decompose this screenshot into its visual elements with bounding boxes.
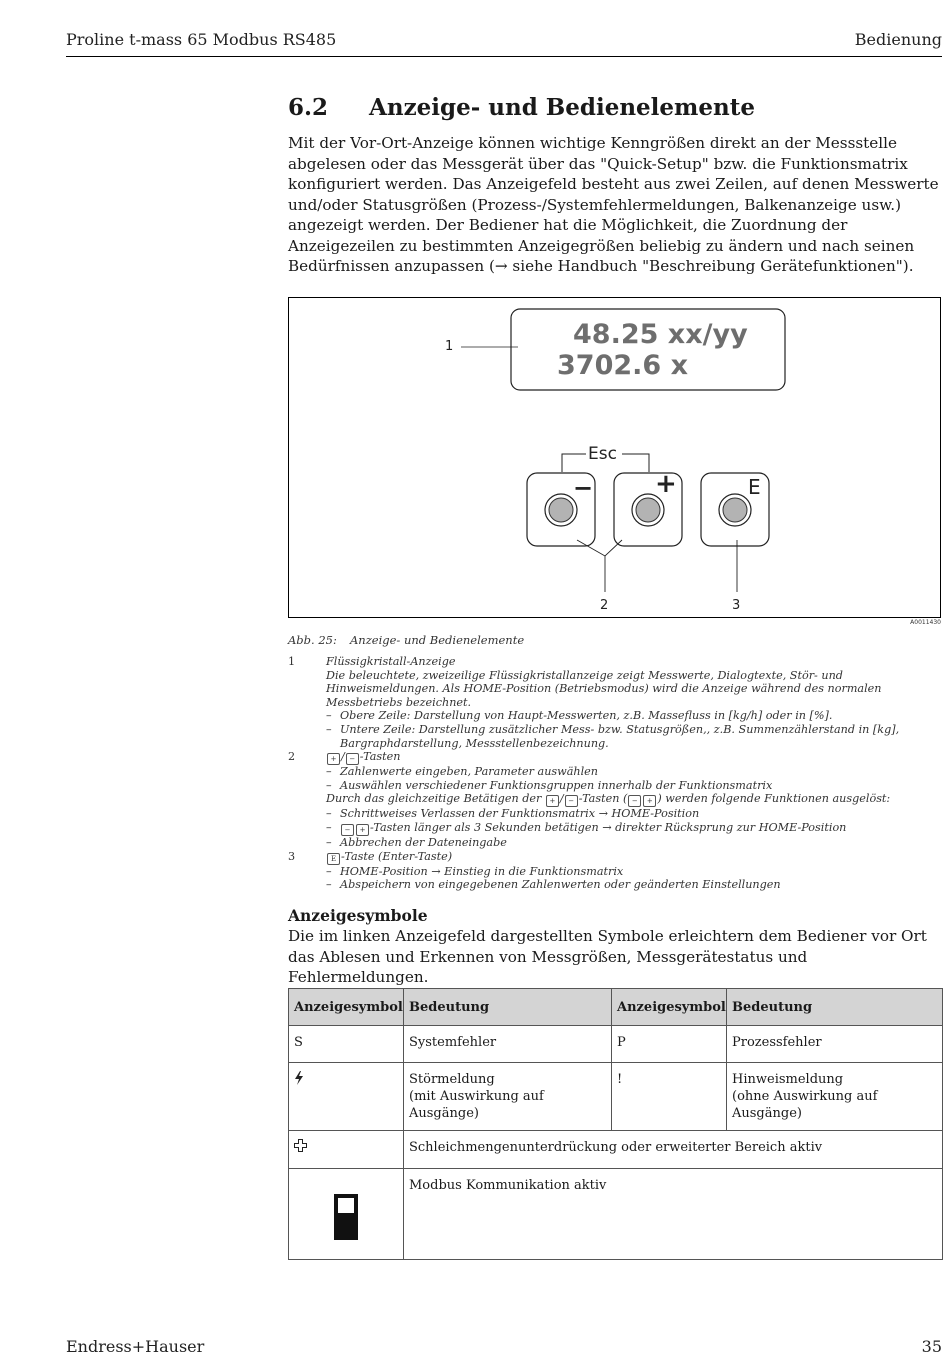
legend-number: 2 (288, 750, 296, 764)
figure-caption (288, 633, 524, 647)
legend-number: 3 (288, 849, 296, 863)
lcd-line-2: 3702.6 x (557, 350, 689, 381)
cross-outline-icon (294, 1139, 307, 1152)
column-header: Bedeutung (404, 989, 612, 1026)
lightning-icon (294, 1071, 304, 1085)
legend-bullet: – HOME-Position → Einstieg in die Funktionsmatrix (326, 865, 940, 879)
symbol-cell (289, 1131, 404, 1169)
modbus-block-icon (333, 1193, 359, 1241)
plus-key-icon: + (356, 824, 369, 836)
legend-title: Flüssigkristall-Anzeige (326, 655, 456, 668)
minus-key-icon: − (341, 824, 354, 836)
legend-bullet: – − + -Tasten länger als 3 Sekunden betätigen → direkter Rücksprung zur HOME-Position (326, 821, 940, 836)
esc-label: Esc (588, 444, 617, 464)
minus-key-label: − (573, 474, 594, 502)
plus-key-icon: + (546, 795, 559, 807)
plus-key-icon: + (643, 795, 656, 807)
callout-1: 1 (445, 339, 454, 354)
minus-key-icon: − (346, 753, 359, 765)
callout-2: 2 (600, 598, 609, 613)
enter-key-label: E (748, 475, 761, 499)
meaning-cell: Hinweismeldung (ohne Auswirkung auf Ausgänge) (727, 1063, 943, 1131)
legend-description: Durch das gleichzeitige Betätigen der + / − -Tasten ( − + ) werden folgende Funktionen ausgelöst: (326, 792, 891, 806)
callout-3: 3 (732, 598, 741, 613)
legend-bullet: – Auswählen verschiedener Funktionsgruppen innerhalb der Funktionsmatrix (326, 779, 940, 793)
symbol-cell (289, 1169, 404, 1260)
header-chapter: Bedienung (854, 30, 942, 49)
legend-item-3 (288, 850, 940, 892)
minus-key-icon: − (628, 795, 641, 807)
symbols-table (288, 988, 943, 1260)
lcd-line-1: 48.25 xx/yy (573, 319, 748, 350)
caption-label: Abb. 25: (288, 633, 337, 647)
page-number: 35 (921, 1337, 942, 1356)
legend-title: E -Taste (Enter-Taste) (326, 850, 940, 865)
footer-brand: Endress+Hauser (66, 1337, 205, 1356)
legend-bullet: – Zahlenwerte eingeben, Parameter auswählen (326, 765, 940, 779)
plus-key[interactable] (614, 469, 682, 546)
symbol-cell (289, 1063, 404, 1131)
meaning-cell: Systemfehler (404, 1026, 612, 1063)
symbols-heading: Anzeigesymbole (288, 906, 428, 925)
symbol-cell: ! (612, 1063, 727, 1131)
figure-legend (288, 655, 940, 892)
legend-title: + / − -Tasten (326, 750, 940, 765)
table-row (289, 1169, 943, 1260)
legend-bullet: – Obere Zeile: Darstellung von Haupt-Messwerten, z.B. Massefluss in [kg/h] oder in [%]. (326, 709, 940, 723)
plus-key-label: + (655, 469, 677, 499)
meaning-cell: Schleichmengenunterdrückung oder erweiterter Bereich aktiv (404, 1131, 943, 1169)
header-title: Proline t-mass 65 Modbus RS485 (66, 30, 337, 49)
header-rule (66, 56, 942, 57)
legend-description: Die beleuchtete, zweizeilige Flüssigkristallanzeige zeigt Messwerte, Dialogtexte, Stör- und Hinweismeldungen. Als HOME-Position (Betriebsmodus) wird die Anzeige während des normalen Messbetriebs bezeichnet. (326, 668, 882, 709)
caption-text: Anzeige- und Bedienelemente (350, 633, 525, 647)
section-title: Anzeige- und Bedienelemente (369, 94, 756, 121)
legend-item-2 (288, 750, 940, 849)
symbol-cell: S (289, 1026, 404, 1063)
legend-bullet: – Schrittweises Verlassen der Funktionsmatrix → HOME-Position (326, 807, 940, 821)
table-header-row (289, 989, 943, 1026)
meaning-cell: Störmeldung (mit Auswirkung auf Ausgänge) (404, 1063, 612, 1131)
legend-item-1 (288, 655, 940, 750)
section-intro: Mit der Vor-Ort-Anzeige können wichtige Kenngrößen direkt an der Messstelle abgelesen oder das Messgerät über das "Quick-Setup" bzw. die Funktionsmatrix konfiguriert werden. Das Anzeigefeld besteht aus zwei Zeilen, auf denen Messwerte und/oder Statusgrößen (Prozess-/Systemfehlermeldungen, Balkenanzeige usw.) angezeigt werden. Der Bediener hat die Möglichkeit, die Zuordnung der Anzeigezeilen zu bestimmten Anzeigegrößen beliebig zu ändern und nach seinen Bedürfnissen anzupassen (→ siehe Handbuch "Beschreibung Gerätefunktionen"). (288, 134, 939, 275)
column-header: Anzeigesymbol (289, 989, 404, 1026)
enter-key[interactable] (701, 473, 769, 546)
legend-bullet: – Abbrechen der Dateneingabe (326, 836, 940, 850)
plus-key-icon: + (327, 753, 340, 765)
column-header: Anzeigesymbol (612, 989, 727, 1026)
legend-bullet: – Untere Zeile: Darstellung zusätzlicher Mess- bzw. Statusgrößen,, z.B. Summenzählerstand in [kg], Bargraphdarstellung, Messstellenbezeichnung. (326, 723, 940, 750)
minus-key-icon: − (565, 795, 578, 807)
section-number: 6.2 (288, 94, 329, 121)
column-header: Bedeutung (727, 989, 943, 1026)
symbols-intro: Die im linken Anzeigefeld dargestellten Symbole erleichtern dem Bediener vor Ort das Ablesen und Erkennen von Messgrößen, Messgerätestatus und Fehlermeldungen. (288, 927, 927, 986)
legend-number: 1 (288, 655, 296, 668)
enter-key-icon: E (327, 853, 340, 865)
table-row (289, 1131, 943, 1169)
table-row (289, 1026, 943, 1063)
meaning-cell: Modbus Kommunikation aktiv (404, 1169, 943, 1260)
minus-key[interactable] (527, 473, 595, 546)
meaning-cell: Prozessfehler (727, 1026, 943, 1063)
symbol-cell: P (612, 1026, 727, 1063)
section-heading (288, 94, 755, 121)
table-row (289, 1063, 943, 1131)
legend-bullet: – Abspeichern von eingegebenen Zahlenwerten oder geänderten Einstellungen (326, 878, 940, 892)
figure-reference: A0011430 (910, 619, 941, 626)
figure-display-controls (288, 297, 941, 618)
